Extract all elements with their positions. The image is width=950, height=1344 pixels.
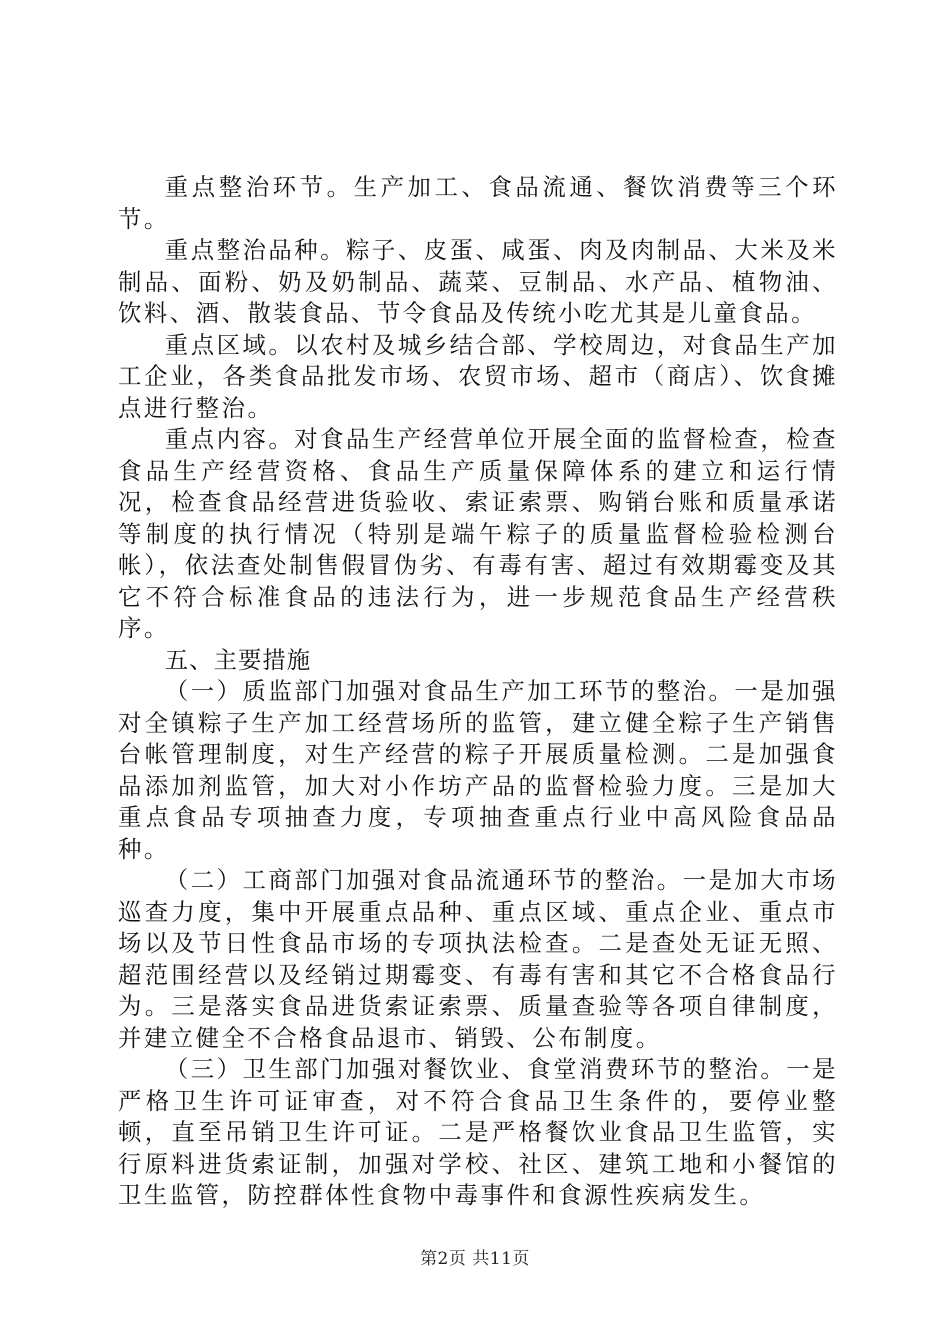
paragraph-measure-3: （三）卫生部门加强对餐饮业、食堂消费环节的整治。一是严格卫生许可证审查，对不符合食品卫生条件的，要停业整顿，直至吊销卫生许可证。二是严格餐饮业食品卫生监管，实行原料进货索证制，加强对学校、社区、建筑工地和小餐馆的卫生监管，防控群体性食物中毒事件和食源性疾病发生。 (118, 1055, 838, 1209)
paragraph-key-varieties: 重点整治品种。粽子、皮蛋、咸蛋、肉及肉制品、大米及米制品、面粉、奶及奶制品、蔬菜、豆制品、水产品、植物油、饮料、酒、散装食品、节令食品及传统小吃尤其是儿童食品。 (118, 236, 838, 327)
paragraph-key-content: 重点内容。对食品生产经营单位开展全面的监督检查，检查食品生产经营资格、食品生产质量保障体系的建立和运行情况，检查食品经营进货验收、索证索票、购销台账和质量承诺等制度的执行情况（特别是端午粽子的质量监督检验检测台帐），依法查处制售假冒伪劣、有毒有害、超过有效期霉变及其它不符合标准食品的违法行为，进一步规范食品生产经营秩序。 (118, 425, 838, 642)
paragraph-key-areas: 重点区域。以农村及城乡结合部、学校周边，对食品生产加工企业，各类食品批发市场、农贸市场、超市（商店）、饮食摊点进行整治。 (118, 330, 838, 422)
page-number-footer: 第2页 共11页 (420, 1249, 530, 1269)
document-body (118, 172, 838, 1212)
paragraph-measure-2: （二）工商部门加强对食品流通环节的整治。一是加大市场巡查力度，集中开展重点品种、重点区域、重点企业、重点市场以及节日性食品市场的专项执法检查。二是查处无证无照、超范围经营以及经销过期霉变、有毒有害和其它不合格食品行为。三是落实食品进货索证索票、质量查验等各项自律制度，并建立健全不合格食品退市、销毁、公布制度。 (118, 866, 838, 1052)
section-heading-main-measures: 五、主要措施 (164, 645, 312, 674)
paragraph-key-links: 重点整治环节。生产加工、食品流通、餐饮消费等三个环节。 (118, 173, 838, 233)
paragraph-measure-1: （一）质监部门加强对食品生产加工环节的整治。一是加强对全镇粽子生产加工经营场所的监管，建立健全粽子生产销售台帐管理制度，对生产经营的粽子开展质量检测。二是加强食品添加剂监管，加大对小作坊产品的监督检验力度。三是加大重点食品专项抽查力度，专项抽查重点行业中高风险食品品种。 (118, 677, 838, 863)
